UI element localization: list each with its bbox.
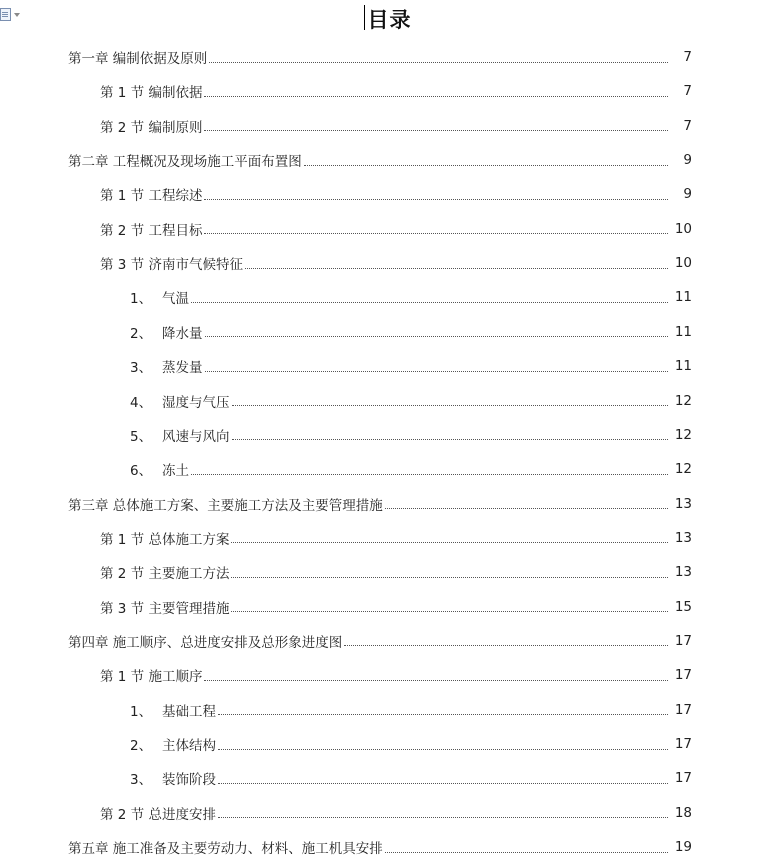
toc-entry-title: 装饰阶段: [162, 772, 216, 789]
toc-page-number: 15: [674, 598, 692, 615]
page-title[interactable]: [368, 4, 412, 34]
title-row: [0, 4, 779, 34]
toc-entry-title: 湿度与气压: [162, 394, 230, 411]
toc-entry[interactable]: [68, 143, 692, 177]
toc-entry-label: [100, 597, 229, 617]
toc-dot-leader: [385, 500, 668, 509]
toc-entry[interactable]: [100, 796, 692, 830]
toc-entry-title: 编制依据及原则: [112, 51, 208, 67]
toc-entry-number: 3、: [130, 772, 153, 789]
toc-page-number: 12: [674, 426, 692, 443]
toc-entry-label: [130, 768, 216, 788]
toc-dot-leader: [205, 328, 669, 337]
toc-entry[interactable]: [100, 212, 692, 246]
toc-entry-title: 主体结构: [162, 738, 216, 754]
toc-page-number: 12: [674, 461, 692, 478]
toc-page-number: 18: [674, 804, 692, 821]
toc-entry-number: 第 2 节: [100, 119, 145, 136]
toc-dot-leader: [205, 363, 669, 372]
toc-entry-number: 1、: [130, 703, 153, 720]
toc-page-number: 7: [683, 117, 692, 134]
toc-entry-number: 第一章: [68, 51, 109, 67]
page-title-text: 目录: [367, 8, 412, 32]
toc-entry-title: 工程概况及现场施工平面布置图: [112, 154, 302, 171]
toc-entry[interactable]: [130, 384, 692, 418]
toc-entry[interactable]: [130, 418, 692, 452]
toc-entry-label: [100, 562, 229, 582]
toc-entry-title: 施工顺序: [148, 669, 203, 686]
toc-entry[interactable]: [130, 761, 692, 795]
toc-entry[interactable]: [100, 246, 692, 280]
toc-entry-number: 1、: [130, 291, 153, 308]
toc-page-number: 17: [674, 770, 692, 787]
toc-entry-label: [68, 47, 207, 67]
toc-entry-number: 第 2 节: [100, 222, 145, 239]
toc-entry-title: 工程综述: [148, 188, 203, 205]
toc-page-number: 9: [683, 152, 692, 169]
toc-page-number: 7: [683, 49, 692, 65]
toc-entry-number: 第 3 节: [100, 600, 145, 617]
toc-entry[interactable]: [100, 109, 692, 143]
toc-page-number: 13: [674, 564, 692, 581]
toc-dot-leader: [204, 191, 668, 200]
toc-entry-label: [100, 528, 229, 548]
toc-entry-label: [130, 391, 230, 411]
toc-entry-number: 第三章: [68, 497, 109, 514]
toc-entry-label: [100, 81, 202, 101]
toc-page-number: 17: [674, 632, 692, 649]
toc-entry-title: 总进度安排: [148, 806, 216, 823]
toc-entry[interactable]: [130, 280, 692, 314]
toc-dot-leader: [218, 741, 668, 750]
toc-dot-leader: [204, 672, 668, 681]
toc-entry-number: 第 1 节: [100, 531, 145, 548]
toc-page-number: 10: [674, 255, 692, 272]
toc-entry-number: 第 1 节: [100, 669, 145, 686]
toc-entry-label: [130, 322, 203, 342]
toc-entry-number: 第四章: [68, 634, 109, 651]
toc-entry-title: 编制依据: [148, 85, 203, 102]
toc-entry[interactable]: [100, 521, 692, 555]
toc-entry-number: 5、: [130, 428, 153, 445]
toc-dot-leader: [204, 225, 668, 234]
toc-entry-label: [130, 287, 189, 307]
toc-dot-leader: [231, 569, 668, 578]
toc-entry-title: 编制原则: [148, 119, 203, 136]
toc-entry[interactable]: [130, 727, 692, 761]
toc-page-number: 9: [683, 186, 692, 203]
toc-entry-title: 降水量: [162, 325, 203, 342]
toc-entry-title: 施工顺序、总进度安排及总形象进度图: [112, 634, 343, 651]
toc-page-number: 12: [674, 392, 692, 409]
toc-entry-label: [130, 700, 216, 720]
toc-dot-leader: [218, 809, 668, 818]
toc-entry[interactable]: [68, 624, 692, 658]
toc-entry[interactable]: [130, 349, 692, 383]
toc-entry-title: 基础工程: [162, 703, 216, 720]
toc-page-number: 17: [674, 736, 692, 752]
toc-entry-title: 总体施工方案、主要施工方法及主要管理措施: [112, 497, 383, 514]
toc-entry-label: [100, 116, 202, 136]
toc-entry-number: 6、: [130, 463, 153, 480]
toc-entry-number: 第五章: [68, 841, 109, 858]
toc-entry[interactable]: [100, 74, 692, 108]
toc-entry-number: 第 2 节: [100, 806, 145, 823]
toc-page-number: 17: [674, 701, 692, 718]
toc-dot-leader: [385, 844, 668, 853]
toc-entry-label: [100, 184, 202, 204]
toc-dot-leader: [209, 54, 668, 63]
toc-entry-number: 2、: [130, 738, 153, 754]
toc-dot-leader: [218, 706, 668, 715]
toc-entry-title: 施工准备及主要劳动力、材料、施工机具安排: [112, 841, 383, 858]
toc-entry-title: 蒸发量: [162, 360, 203, 377]
toc-entry-title: 总体施工方案: [148, 531, 230, 548]
toc-dot-leader: [344, 637, 668, 646]
toc-dot-leader: [191, 294, 668, 303]
toc-dot-leader: [204, 122, 668, 131]
toc-page-number: 11: [674, 358, 692, 375]
toc-page-number: 13: [674, 495, 692, 512]
toc-dot-leader: [191, 466, 668, 475]
toc-dot-leader: [204, 88, 668, 97]
toc-entry-label: [130, 734, 216, 754]
toc-entry[interactable]: [130, 693, 692, 727]
toc-entry-title: 冻土: [162, 463, 189, 480]
toc-entry-title: 主要管理措施: [148, 600, 230, 617]
toc-dot-leader: [245, 260, 668, 269]
toc-page-number: 7: [683, 83, 692, 100]
toc-dot-leader: [231, 603, 668, 612]
toc-entry-title: 济南市气候特征: [148, 257, 243, 274]
toc-entry-title: 工程目标: [148, 222, 203, 239]
toc-entry-label: [130, 356, 203, 376]
toc-entry-number: 3、: [130, 360, 153, 377]
toc-entry-label: [68, 494, 383, 514]
toc-dot-leader: [304, 157, 668, 166]
toc-entry-label: [68, 837, 383, 857]
toc-page-number: 11: [674, 323, 692, 340]
toc-entry[interactable]: [100, 590, 692, 624]
toc-entry-number: 第 1 节: [100, 85, 145, 102]
toc-entry-label: [68, 631, 342, 651]
toc-page-number: 13: [674, 529, 692, 546]
toc-entry-label: [100, 253, 243, 273]
toc-page-number: 11: [674, 289, 692, 306]
toc-entry-title: 主要施工方法: [148, 566, 230, 583]
toc-entry-label: [100, 219, 202, 239]
toc-entry[interactable]: [68, 830, 692, 864]
toc-entry-number: 第 2 节: [100, 566, 145, 583]
toc-entry-label: [130, 425, 230, 445]
toc-entry-number: 第 3 节: [100, 257, 145, 274]
toc-entry[interactable]: [68, 40, 692, 74]
toc-dot-leader: [232, 431, 669, 440]
toc-entry-label: [100, 803, 216, 823]
toc-entry-number: 第 1 节: [100, 188, 145, 205]
toc-entry-number: 第二章: [68, 154, 109, 171]
toc-dot-leader: [231, 534, 668, 543]
toc-entry-label: [100, 665, 202, 685]
toc-entry-number: 2、: [130, 325, 153, 342]
toc-page-number: 19: [674, 839, 692, 856]
toc-entry[interactable]: [130, 452, 692, 486]
toc-entry[interactable]: [100, 555, 692, 589]
toc-entry-number: 4、: [130, 394, 153, 411]
toc-entry-label: [68, 150, 302, 170]
toc-entry-title: 气温: [162, 291, 189, 308]
toc-entry-label: [130, 459, 189, 479]
toc-entry[interactable]: [100, 658, 692, 692]
toc-page-number: 10: [674, 220, 692, 237]
toc-entry[interactable]: [100, 177, 692, 211]
toc-entry-title: 风速与风向: [162, 428, 230, 445]
toc-entry[interactable]: [68, 487, 692, 521]
toc-page-number: 17: [674, 667, 692, 684]
toc-dot-leader: [232, 397, 669, 406]
toc-dot-leader: [218, 775, 668, 784]
text-cursor: [364, 5, 366, 30]
toc-entry[interactable]: [130, 315, 692, 349]
